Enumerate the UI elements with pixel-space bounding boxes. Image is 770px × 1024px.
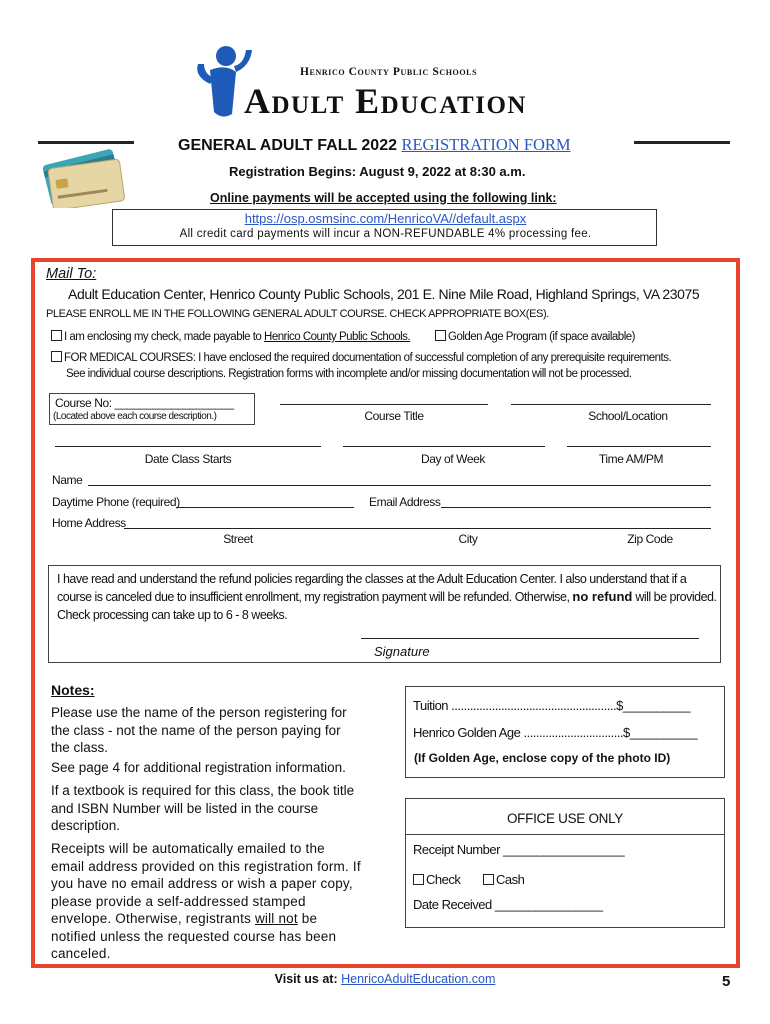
option-golden-age[interactable] [435,330,635,343]
office-use-title: OFFICE USE ONLY [506,811,624,826]
street-caption: Street [223,532,253,546]
office-use-header [406,799,724,835]
signature-line[interactable] [361,638,699,639]
office-cash-label: Cash [496,872,525,887]
email-field[interactable] [441,507,711,508]
time-line[interactable] [567,446,711,447]
school-location-caption: School/Location [588,409,668,423]
title-rule-left [38,141,134,144]
notes-title: Notes: [51,682,95,698]
check-payment-label: I am enclosing my check, made payable to [64,331,265,343]
course-title-line[interactable] [280,404,488,405]
name-field[interactable] [88,485,711,486]
mail-to-label: Mail To: [46,266,97,282]
note-page-4: See page 4 for additional registration information. [51,760,346,775]
course-number-box[interactable] [49,393,255,425]
day-of-week-line[interactable] [343,446,545,447]
note-textbook: If a textbook is required for this class, the book title and ISBN Number will be listed in the course description. [51,783,355,833]
fee-box [405,686,725,778]
golden-age-label: Golden Age Program (if space available) [448,331,635,343]
date-class-starts-line[interactable] [55,446,321,447]
office-use-box [405,798,725,928]
golden-age-note: (If Golden Age, enclose copy of the photo ID) [414,751,671,765]
check-payee: Henrico County Public Schools. [264,331,411,343]
receipt-number-field[interactable]: Receipt Number __________________ [413,842,625,857]
course-number-field[interactable]: Course No: ___________________ [55,396,234,410]
refund-text-part1: I have read and understand the refund policies regarding the classes at the Adult Education Center. I also understand that if a course is canceled due to insufficient enrollment, my registration payment will be refunded. Otherwise, [57,572,687,604]
brand-title: Adult Education [244,81,527,121]
home-address-label: Home Address [52,516,126,530]
form-title [178,135,571,155]
note-receipts-will-not: will not [254,911,298,926]
registration-begins: Registration Begins: August 9, 2022 at 8:30 a.m. [229,164,526,179]
checkbox-golden-age[interactable] [435,330,446,341]
note-receipts-b: be notified unless the requested course has been canceled. [51,911,337,961]
form-title-link[interactable]: REGISTRATION FORM [401,135,571,154]
daytime-phone-field[interactable] [176,507,354,508]
date-class-starts-caption: Date Class Starts [144,452,232,466]
no-refund-emphasis: no refund [572,589,633,604]
form-title-bold: GENERAL ADULT FALL 2022 [178,137,402,154]
enroll-instruction: PLEASE ENROLL ME IN THE FOLLOWING GENERAL ADULT COURSE. CHECK APPROPRIATE BOX(ES). [46,308,549,320]
option-check-payment[interactable] [51,330,410,343]
visit-label: Visit us at: [274,972,342,986]
credit-cards-icon [36,146,132,208]
zip-caption: Zip Code [627,532,673,546]
medical-label: FOR MEDICAL COURSES: I have enclosed the required documentation of successful completion of any prerequisite requirements. [64,352,672,364]
date-received-field[interactable]: Date Received ________________ [413,897,603,912]
home-address-field[interactable] [124,528,711,529]
page-number: 5 [722,973,731,990]
website-link[interactable]: HenricoAdultEducation.com [341,972,496,986]
tuition-field[interactable]: Tuition .....................................................$__________ [413,698,691,713]
note-receipts-a: Receipts will be automatically emailed to the email address provided on this registration form. If you have no email address or wish a paper copy, please provide a self-addressed stamped envelope. Otherwise, registrants [51,841,361,926]
org-name: Henrico County Public Schools [300,66,478,78]
online-payments-note: Online payments will be accepted using the following link: [210,191,557,205]
note-receipts [51,840,361,963]
name-label: Name [52,473,83,487]
refund-policy-text [57,570,717,624]
payment-info-box [112,209,657,246]
mailing-address: Adult Education Center, Henrico County Public Schools, 201 E. Nine Mile Road, Highland Springs, VA 23075 [68,286,700,302]
refund-text-part2: will be provided. Check processing can take up to 6 - 8 weeks. [57,590,717,622]
office-check-label: Check [426,872,461,887]
office-cash-option[interactable] [483,872,524,887]
checkbox-medical[interactable] [51,351,62,362]
note-registrant-name: Please use the name of the person registering for the class - not the name of the person paying for the class. [51,705,347,755]
checkbox-check-payment[interactable] [51,330,62,341]
email-label: Email Address [369,495,441,509]
school-location-line[interactable] [511,404,711,405]
course-number-hint: (Located above each course description.) [53,411,217,422]
title-rule-right [634,141,730,144]
daytime-phone-label: Daytime Phone (required) [52,495,180,509]
visit-us-line [0,972,770,986]
city-caption: City [458,532,478,546]
office-check-option[interactable] [413,872,460,887]
signature-label: Signature [374,644,430,659]
time-caption: Time AM/PM [598,452,664,466]
checkbox-office-cash[interactable] [483,874,494,885]
fee-note: All credit card payments will incur a NON-REFUNDABLE 4% processing fee. [179,228,592,240]
golden-age-fee-field[interactable]: Henrico Golden Age ................................$__________ [413,725,698,740]
option-medical[interactable] [51,351,671,364]
checkbox-office-check[interactable] [413,874,424,885]
medical-note: See individual course descriptions. Registration forms with incomplete and/or missing documentation will not be processed. [66,368,632,380]
day-of-week-caption: Day of Week [420,452,486,466]
payment-link[interactable]: https://osp.osmsinc.com/HenricoVA//default.aspx [244,211,527,226]
course-title-caption: Course Title [364,409,424,423]
